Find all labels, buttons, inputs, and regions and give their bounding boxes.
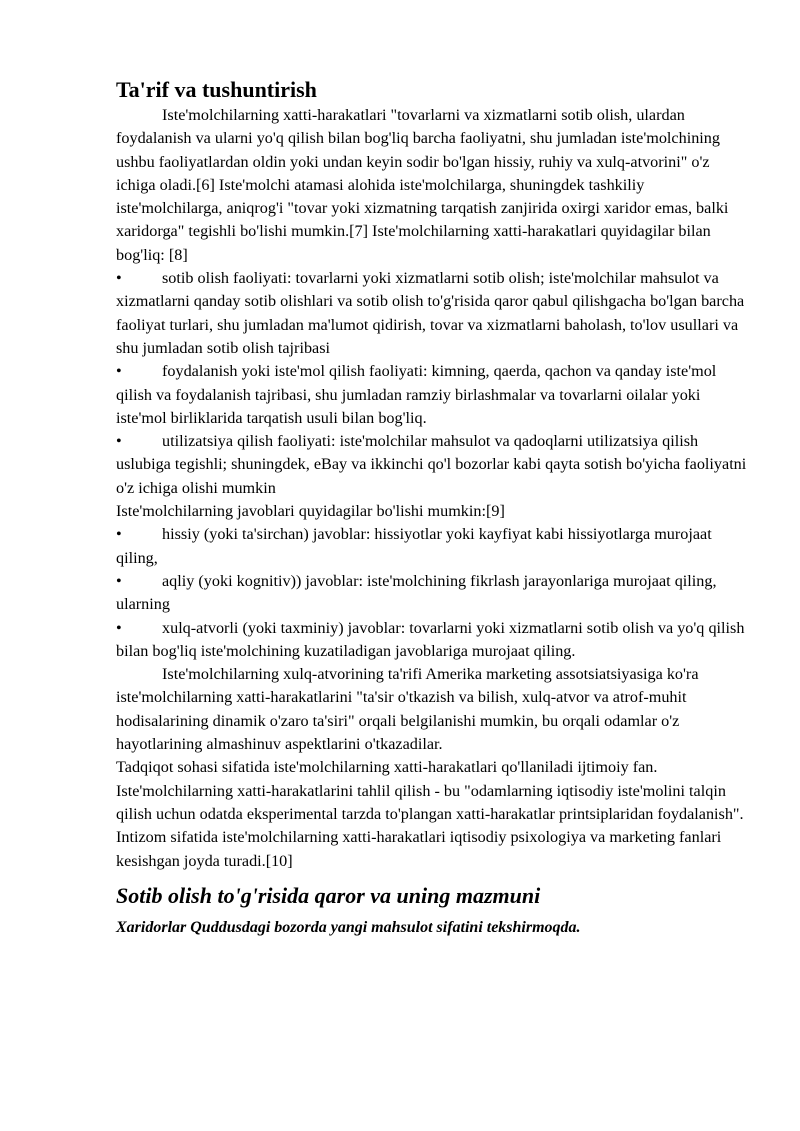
paragraph-research-field: Tadqiqot sohasi sifatida iste'molchilarning xatti-harakatlari qo'llaniladi ijtimoiy fan. Iste'molchilarning xatti-harakatlarini tahlil qilish - bu "odamlarning iqtisodiy iste'molini talqin qilish uchun odatda eksperimental tarzda to'plangan xatti-harakatlar printsiplaridan foydalanish". Intizom sifatida iste'molchilarning xatti-harakatlari iqtisodiy psixologiya va marketing fanlari kesishgan joyda turadi.[10] [116,758,744,870]
paragraph-responses: Iste'molchilarning javoblari quyidagilar bo'lishi mumkin:[9] [116,502,505,521]
bullet-text: aqliy (yoki kognitiv)) javoblar: iste'molchining fikrlash jarayonlariga murojaat qiling, ularning [116,571,717,614]
paragraph-definition: Iste'molchilarning xatti-harakatlari "tovarlarni va xizmatlarni sotib olish, ulardan foydalanish va ularni yo'q qilish bilan bog'liq barcha faoliyatni, shu jumladan iste'molchining ushbu faoliyatlardan oldin yoki undan keyin sodir bo'lgan hissiy, ruhiy va xulq-atvorini" o'z ichiga oladi.[6] Iste'molchi atamasi alohida iste'molchilarga, shuningdek tashkiliy iste'molchilarga, aniqrog'i "tovar yoki xizmatning tarqatish zanjirida oxirgi xaridor emas, balki xaridorga" tegishli bo'lishi mumkin.[7] Iste'molchilarning xatti-harakatlari quyidagilar bilan bog'liq: [8] [116,106,729,264]
bullet-item [116,570,752,617]
bullet-mark: • [116,269,122,288]
paragraph-ama-definition: Iste'molchilarning xulq-atvorining ta'rifi Amerika marketing assotsiatsiyasiga ko'ra iste'molchilarning xatti-harakatlarini "ta'sir o'tkazish va bilish, xulq-atvor va atrof-muhit hodisalarining dinamik o'zaro ta'siri" orqali belgilanishi mumkin, bu orqali odamlar o'z hayotlarining almashinuv aspektlarini o'tkazadilar. [116,665,699,754]
bullet-text: xulq-atvorli (yoki taxminiy) javoblar: tovarlarni yoki xizmatlarni sotib olish va yo'q qilish bilan bog'liq iste'molchining kuzatiladigan javoblariga murojaat qiling. [116,618,745,660]
bullet-mark: • [116,432,122,451]
section-heading-definition: Ta'rif va tushuntirish [116,77,317,102]
bullet-text: utilizatsiya qilish faoliyati: iste'molchilar mahsulot va qadoqlarni utilizatsiya qilish uslubiga tegishli; shuningdek, eBay va ikkinchi qo'l bozorlar kabi qayta sotish bo'yicha faoliyatni o'z ichiga olishi mumkin [116,432,747,497]
bullet-item [116,267,752,360]
bullet-text: sotib olish faoliyati: tovarlarni yoki xizmatlarni sotib olish; iste'molchilar mahsulot va xizmatlarni qanday sotib olishlari va sotib olish to'g'risida qaror qabul qilishgacha bo'lgan barcha faoliyat turlari, shu jumladan ma'lumot qidirish, tovar va xizmatlarni baholash, to'lov usullari va shu jumladan sotib olish tajribasi [116,269,745,357]
bullet-item [116,617,752,664]
bullet-mark: • [116,525,122,544]
bullet-item [116,430,752,500]
section-heading-purchase-decision: Sotib olish to'g'risida qaror va uning mazmuni [116,882,541,908]
image-caption: Xaridorlar Quddusdagi bozorda yangi mahsulot sifatini tekshirmoqda. [116,918,581,936]
bullet-text: hissiy (yoki ta'sirchan) javoblar: hissiyotlar yoki kayfiyat kabi hissiyotlarga murojaat qiling, [116,525,712,567]
document-content [116,76,752,939]
bullet-item [116,523,752,570]
bullet-mark: • [116,571,122,590]
bullet-mark: • [116,618,122,637]
bullet-item [116,360,752,430]
bullet-mark: • [116,362,122,381]
bullet-text: foydalanish yoki iste'mol qilish faoliyati: kimning, qaerda, qachon va qanday iste'mol qilish va foydalanish tajribasi, shu jumladan ramziy birlashmalar va tovarlarni oilalar yoki iste'mol birliklarida tarqatish usuli bilan bog'liq. [116,362,717,427]
